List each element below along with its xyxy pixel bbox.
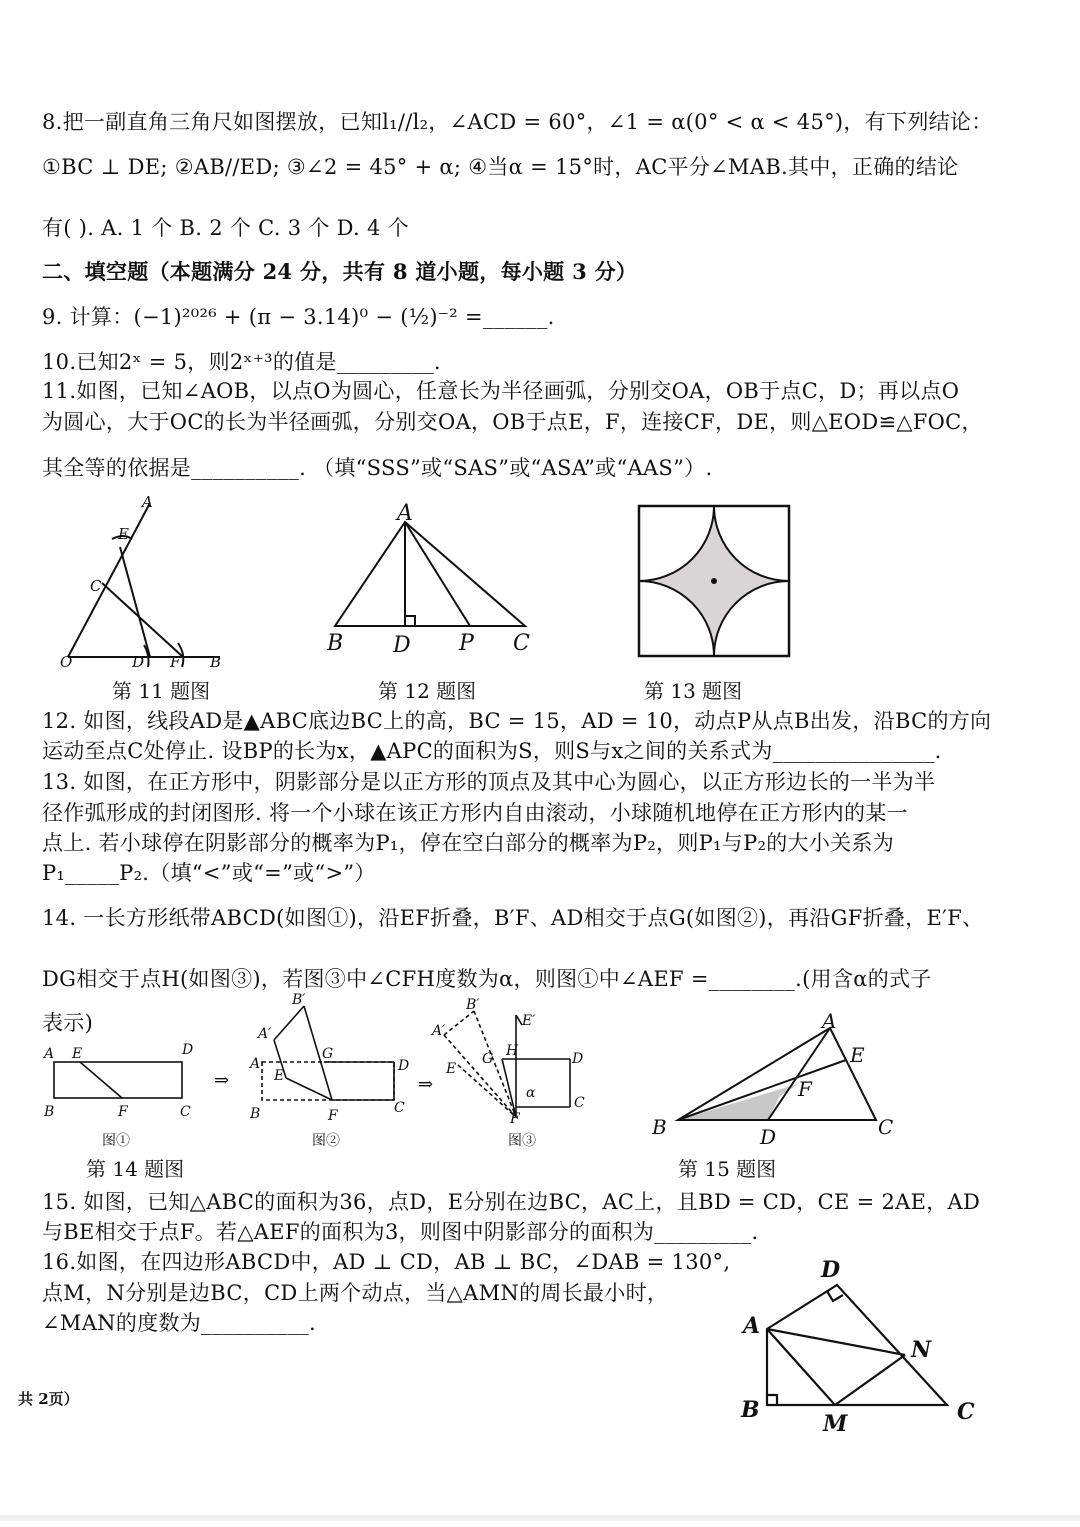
arrow-1: ⇒ [214,1070,230,1091]
q15-line1: 15. 如图，已知△ABC的面积为36，点D，E分别在边BC，AC上，且BD = CD，CE = 2AE，AD [42,1190,981,1214]
q11-line1: 11.如图，已知∠AOB，以点O为圆心，任意长为半径画弧，分别交OA，OB于点C，D；再以点O [42,379,960,403]
f14c-D: D [572,1051,584,1067]
f16-label-B: B [741,1397,760,1423]
f12-label-P: P [459,631,474,656]
f11-label-F: F [170,653,181,671]
f16-label-N: N [911,1337,932,1363]
q15-line2: 与BE相交于点F。若△AEF的面积为3，则图中阴影部分的面积为_________. [42,1220,759,1244]
f14a-C: C [180,1104,191,1120]
f14c-C: C [574,1095,585,1111]
figure-14-2 [244,990,414,1130]
f15-label-F: F [798,1077,812,1101]
q13-line4: P₁_____P₂.（填“<”或“=”或“>”） [42,861,376,885]
f14c-B1: B′ [466,997,480,1013]
figure-14-3 [430,995,600,1130]
caption-sub2: 图② [312,1133,340,1149]
q12-line2: 运动至点C处停止. 设BP的长为x，▲APC的面积为S，则S与x之间的关系式为_______________. [42,739,942,763]
f11-label-A: A [142,493,153,511]
q8-line1: 8.把一副直角三角尺如图摆放，已知l₁//l₂，∠ACD = 60°，∠1 = α(0° < α < 45°)，有下列结论： [42,110,993,134]
f14b-B: B [250,1106,261,1122]
f16-label-C: C [957,1399,975,1425]
f11-label-C: C [90,577,102,595]
f14b-D: D [398,1058,410,1074]
q13-line3: 点上. 若小球停在阴影部分的概率为P₁，停在空白部分的概率为P₂，则P₁与P₂的大小关系为 [42,831,895,855]
section-2-heading: 二、填空题（本题满分 24 分，共有 8 道小题，每小题 3 分） [42,259,638,284]
arrow-2: ⇒ [418,1074,434,1095]
f11-label-E: E [118,525,129,543]
q8-line3: 有( ). A. 1 个 B. 2 个 C. 3 个 D. 4 个 [42,216,409,240]
figure-13 [638,505,790,657]
f14c-A1: A′ [432,1023,446,1039]
f12-label-A: A [397,501,413,526]
f12-label-B: B [327,631,344,656]
caption-fig12: 第 12 题图 [378,679,477,703]
f12-label-C: C [513,631,530,656]
f15-label-B: B [652,1115,667,1139]
f14a-F: F [118,1104,128,1120]
figure-16 [735,1255,985,1435]
page-footer: 共 2页） [18,1390,79,1408]
f16-label-M: M [823,1411,848,1437]
q11-line2: 为圆心，大于OC的长为半径画弧，分别交OA，OB于点E，F，连接CF，DE，则△EOD≌△FOC， [42,410,983,434]
q14-line2: DG相交于点H(如图③)，若图③中∠CFH度数为α，则图①中∠AEF =________.(用含α的式子 [42,967,932,991]
caption-fig13: 第 13 题图 [644,679,743,703]
f15-label-D: D [760,1125,777,1149]
f14c-alpha: α [526,1085,536,1101]
figure-14-1 [40,1040,200,1120]
figure-12 [325,500,545,660]
f11-label-B: B [210,653,222,671]
f14b-B1: B′ [292,992,306,1008]
caption-fig14: 第 14 题图 [86,1157,185,1181]
q13-line2: 径作弧形成的封闭图形. 将一个小球在该正方形内自由滚动，小球随机地停在正方形内的某一 [42,801,908,825]
f14c-F: F [510,1111,520,1127]
f14a-E: E [72,1046,83,1062]
f14a-B: B [44,1104,55,1120]
f15-label-A: A [822,1009,837,1033]
q8-line2: ①BC ⊥ DE; ②AB//ED; ③∠2 = 45° + α; ④当α = 15°时，AC平分∠MAB.其中，正确的结论 [42,155,959,179]
f14b-C: C [394,1100,405,1116]
f14b-A1: A′ [258,1026,272,1042]
bottom-edge [0,1515,1080,1521]
q14-line3: 表示) [42,1011,94,1035]
f11-label-D: D [132,653,145,671]
f14b-G: G [322,1046,334,1062]
q16-line2: 点M，N分别是边BC，CD上两个动点，当△AMN的周长最小时， [42,1281,669,1305]
q16-line1: 16.如图，在四边形ABCD中，AD ⊥ CD，AB ⊥ BC，∠DAB = 130°, [42,1250,731,1274]
q9-line: 9. 计算：(−1)²⁰²⁶ + (π − 3.14)⁰ − (½)⁻² =______. [42,305,555,329]
q14-line1: 14. 一长方形纸带ABCD(如图①)，沿EF折叠，B′F、AD相交于点G(如图②)，再沿GF折叠，E′F、 [42,906,984,930]
f15-label-C: C [878,1115,894,1139]
f14a-A: A [44,1046,55,1062]
caption-sub1: 图① [102,1133,130,1149]
figure-15 [648,1009,898,1152]
q16-line3: ∠MAN的度数为__________. [42,1311,317,1335]
figure-11 [60,495,240,670]
f14c-E: E [446,1061,457,1077]
f14a-D: D [182,1042,194,1058]
f16-label-D: D [821,1257,841,1283]
f12-label-D: D [393,633,411,658]
caption-sub3: 图③ [508,1133,536,1149]
q10-line: 10.已知2ˣ = 5，则2ˣ⁺³的值是_________. [42,350,441,374]
f14b-E: E [274,1068,285,1084]
f14b-A: A [250,1056,261,1072]
f14c-H: H [506,1043,519,1059]
f14c-E1: E′ [522,1013,536,1029]
f15-label-E: E [850,1043,865,1067]
q13-line1: 13. 如图，在正方形中，阴影部分是以正方形的顶点及其中心为圆心，以正方形边长的一半为半 [42,770,936,794]
f14b-F: F [328,1108,338,1124]
f16-label-A: A [743,1313,761,1339]
f14c-G: G [482,1051,494,1067]
q11-line3: 其全等的依据是__________. （填“SSS”或“SAS”或“ASA”或“AAS”）. [42,456,713,480]
caption-fig15: 第 15 题图 [678,1157,777,1181]
q12-line1: 12. 如图，线段AD是▲ABC底边BC上的高，BC = 15，AD = 10，动点P从点B出发，沿BC的方向 [42,709,992,733]
f11-label-O: O [60,653,73,671]
caption-fig11: 第 11 题图 [112,679,211,703]
